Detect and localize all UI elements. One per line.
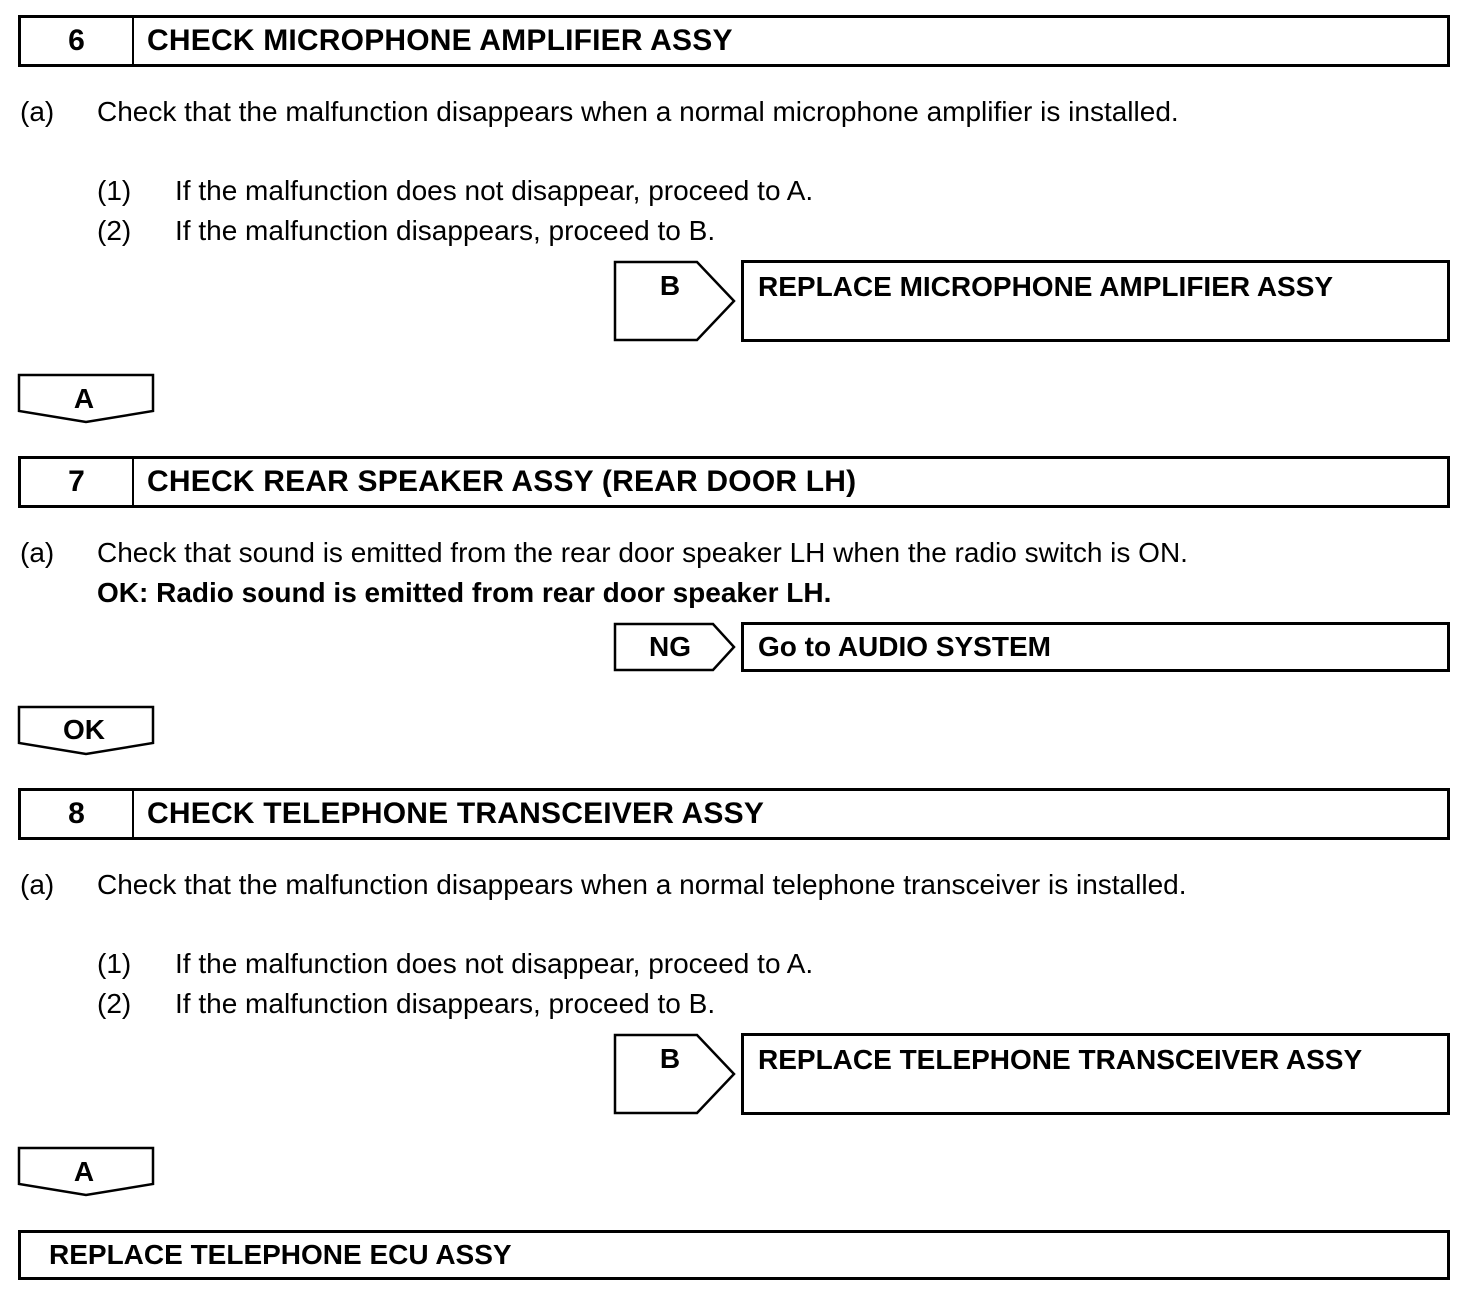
step-6-item-a-label: (a) [20, 96, 55, 127]
step-8-branch-result: REPLACE TELEPHONE TRANSCEIVER ASSY [741, 1033, 1450, 1115]
step-6-header [18, 15, 1450, 67]
step-7-branch-label: NG [649, 631, 691, 662]
step-6-number: 6 [21, 18, 134, 64]
step-6-sub2-text: If the malfunction disappears, proceed to B. [175, 215, 716, 246]
step-8-title: CHECK TELEPHONE TRANSCEIVER ASSY [147, 797, 765, 830]
step-8-continue-label: A [73, 1156, 95, 1187]
step-7-header [18, 456, 1450, 508]
step-7-item-a-label: (a) [20, 537, 55, 568]
step-8-branch-label: B [659, 1043, 681, 1074]
step-8-header [18, 788, 1450, 840]
step-8-sub2-label: (2) [97, 988, 132, 1019]
step-7-item-a-text: Check that sound is emitted from the rear door speaker LH when the radio switch is ON. [97, 537, 1188, 568]
step-7-ok-text: OK: Radio sound is emitted from rear door speaker LH. [97, 577, 832, 608]
step-7-title: CHECK REAR SPEAKER ASSY (REAR DOOR LH) [147, 465, 857, 498]
step-6-sub1-label: (1) [97, 175, 132, 206]
step-8-sub1-text: If the malfunction does not disappear, proceed to A. [175, 948, 814, 979]
step-6-branch-label: B [659, 270, 681, 301]
step-6-sub1-text: If the malfunction does not disappear, proceed to A. [175, 175, 814, 206]
step-6-sub2-label: (2) [97, 215, 132, 246]
step-8-item-a-text: Check that the malfunction disappears when a normal telephone transceiver is installed. [97, 869, 1187, 900]
final-action-box [18, 1230, 1450, 1280]
step-6-branch-result: REPLACE MICROPHONE AMPLIFIER ASSY [741, 260, 1450, 342]
step-6-continue-label: A [73, 383, 95, 414]
step-8-number: 8 [21, 791, 134, 837]
final-action-text: REPLACE TELEPHONE ECU ASSY [49, 1239, 512, 1270]
step-7-continue-label: OK [63, 714, 105, 745]
step-6-item-a-text: Check that the malfunction disappears when a normal microphone amplifier is installed. [97, 96, 1179, 127]
step-8-sub1-label: (1) [97, 948, 132, 979]
step-7-number: 7 [21, 459, 134, 505]
step-7-branch-result: Go to AUDIO SYSTEM [741, 622, 1450, 672]
step-8-item-a-label: (a) [20, 869, 55, 900]
step-8-sub2-text: If the malfunction disappears, proceed to B. [175, 988, 716, 1019]
step-6-title: CHECK MICROPHONE AMPLIFIER ASSY [147, 24, 733, 57]
